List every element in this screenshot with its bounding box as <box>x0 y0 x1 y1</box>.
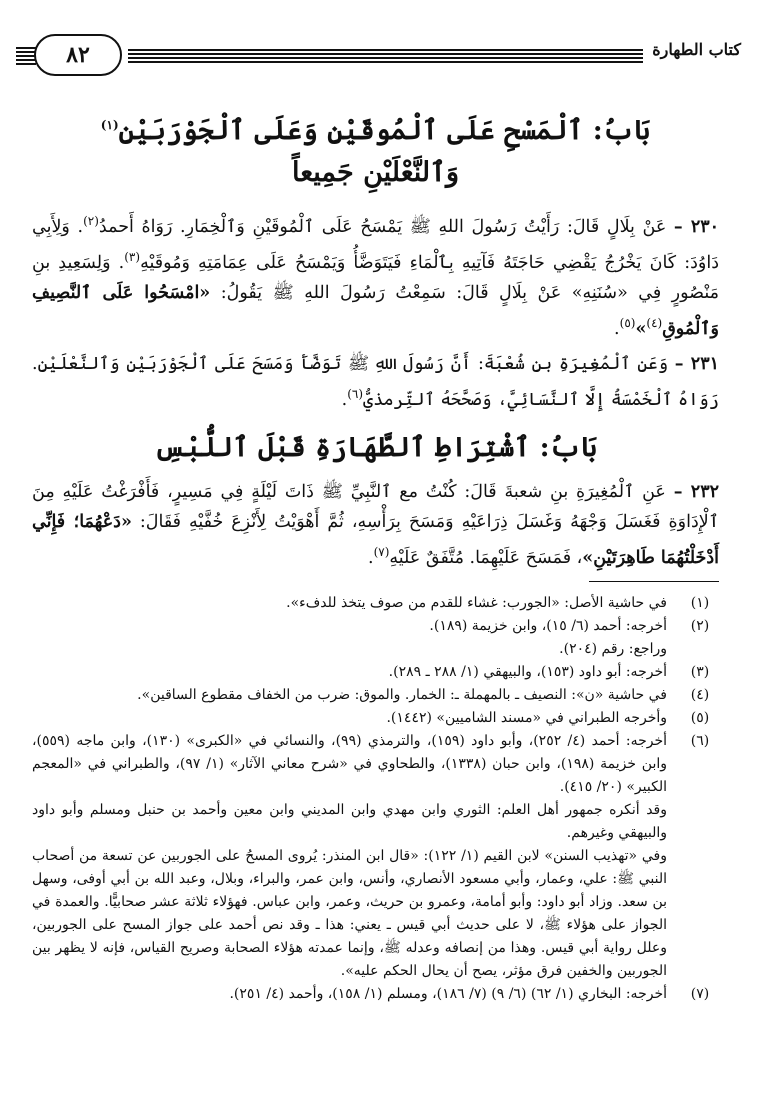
footnote-text: أخرجه: البخاري (١/ ٦٢) (٦/ ٩) (٧/ ١٨٦)، ومسلم (١/ ١٥٨)، وأحمد (٤/ ٢٥١). <box>229 986 667 1003</box>
running-header <box>16 30 741 76</box>
main-text <box>32 98 719 1006</box>
header-rule-end <box>16 47 36 65</box>
footnote-text: أخرجه: أحمد (٤/ ٢٥٢)، وأبو داود (١٥٩)، والترمذي (٩٩)، والنسائي في «الكبرى» (١٣٠)، وابن ماجه (٥٥٩)، وابن خزيمة (١٩٨)، وابن حبان (١٣٣٨)، والطحاوي في «شرح معاني الآثار» (١/ ٩٧)، والطبراني في «المعجم الكبير» (٢٠/ ٤١٥). <box>32 733 668 796</box>
footnote-text: وراجع: رقم (٢٠٤). <box>559 641 667 658</box>
footnote-ref-3: (٣) <box>124 249 141 264</box>
hadith-230: ٢٣٠ – عَنْ بِلَالٍ قَالَ: رَأَيْتُ رَسُولَ اللهِ ﷺ يَمْسَحُ عَلَى ٱلْمُوقَيْنِ وَٱلْخِمَارِ. رَوَاهُ أَحمدُ$^{(٢)}$. وَلِأَبِي دَاوُدَ: كَانَ يَخْرُجُ يَقْضِي حَاجَتَهُ فَآتِيهِ بِٱلْمَاءِ فَيَتَوَضَّأُ وَيَمْسَحُ عَلَى عِمَامَتِهِ وَمُوقَيْهِ$^{(٣)}$. وَلِسَعِيدِ بنِ مَنْصُورٍ فِي «سُنَنِهِ» عَنْ بِلَالٍ قَالَ: سَمِعْتُ رَسُولَ اللهِ ﷺ يَقُولُ: «امْسَحُوا عَلَى ٱلنَّصِيفِ وَٱلْمُوقِ$^{(٤)}$»$^{(٥)}$. <box>32 214 720 339</box>
footnote-ref-6: (٦) <box>347 387 364 402</box>
footnote <box>32 661 719 684</box>
hadith-231: ٢٣١ – وَعَنِ ٱلْمُغِيرَةِ بنِ شُعْبَةَ: أَنَّ رَسُولَ اللهِ ﷺ تَوَضَّأَ وَمَسَحَ عَلَى ٱلْجَوْرَبَيْنِ وَٱلنَّعْلَيْنِ. رَوَاهُ ٱلْخَمْسَةُ إِلَّا ٱلنَّسَائِيَّ، وَصَحَّحَهُ ٱلتِّرمذيُّ$^{(٦)}$. <box>32 354 719 411</box>
footnote <box>32 615 719 638</box>
hadith-text: عَنْ بِلَالٍ قَالَ: رَأَيْتُ رَسُولَ اللهِ ﷺ يَمْسَحُ عَلَى ٱلْمُوقَيْنِ وَٱلْخِمَارِ. رَوَاهُ أَحمدُ <box>98 216 667 237</box>
footnote-number: (٦) <box>690 733 710 750</box>
footnote <box>32 730 719 799</box>
footnote-separator <box>589 581 719 582</box>
footnote-number: (٤) <box>690 687 710 704</box>
header-rule <box>128 49 643 63</box>
hadith-text-2: ، فَمَسَحَ عَلَيْهِمَا. مُتَّفَقٌ عَلَيْهِ <box>389 548 583 569</box>
footnote <box>32 684 719 707</box>
footnote <box>32 592 719 615</box>
footnote-text: في حاشية «ن»: النصيف ـ بالمهملة ـ: الخمار. والموق: ضرب من الخفاف مقطوع الساقين». <box>137 687 667 704</box>
hadith-quote-end: » <box>635 318 647 339</box>
chapter-heading-1 <box>32 104 719 194</box>
chapter-title-line1: بَابُ: ٱلْمَسْحِ عَلَى ٱلْمُوقَيْنِ وَعَلَى ٱلْجَوْرَبَيْنِ <box>118 115 651 146</box>
footnote-text: أخرجه: أبو داود (١٥٣)، والبيهقي (١/ ٢٨٨ ـ ٢٨٩). <box>388 664 667 681</box>
footnote-number: (٧) <box>690 986 710 1003</box>
footnote <box>32 707 719 730</box>
footnote-text: وأخرجه الطبراني في «مسند الشاميين» (١٤٤٢). <box>386 710 667 727</box>
footnote-continuation <box>32 638 719 661</box>
hadith-number: ٢٣٢ – <box>673 482 719 503</box>
footnotes <box>32 592 719 1006</box>
footnote-text: وقد أنكره جمهور أهل العلم: الثوري وابن مهدي وابن المديني وابن معين وأحمد بن حنبل ومسلم وأبو داود والبيهقي وغيرهم. <box>32 802 667 842</box>
footnote-text: أخرجه: أحمد (٦/ ١٥)، وابن خزيمة (١٨٩). <box>429 618 667 635</box>
chapter-title: بَابُ: ٱشْتِرَاطِ ٱلطَّهَارَةِ قَبْلَ ٱللُّبْسِ <box>153 432 598 464</box>
page-number: ٨٢ <box>34 34 122 76</box>
book-title: كتاب الطهارة <box>652 40 741 59</box>
footnote-ref-4: (٤) <box>646 315 663 330</box>
footnote-ref-2: (٢) <box>83 214 99 228</box>
footnote-ref-1: (١) <box>100 118 119 132</box>
hadith-text-2: . وَلِأَبِي دَاوُدَ: كَانَ يَخْرُجُ يَقْضِي حَاجَتَهُ فَآتِيهِ بِٱلْمَاءِ فَيَتَوَضَّأُ وَيَمْسَحُ عَلَى عِمَامَتِهِ وَمُوقَيْهِ <box>32 216 720 273</box>
hadith-number: ٢٣٠ – <box>673 216 720 237</box>
hadith-number: ٢٣١ – <box>674 354 719 375</box>
hadith-text: عَنِ ٱلْمُغِيرَةِ بنِ شعبةَ قَالَ: كُنْتُ مع ٱلنَّبِيِّ ﷺ ذَاتَ لَيْلَةٍ فِي مَسِيرٍ، فَأَفْرَغْتُ عَلَيْهِ مِنَ ٱلْإِدَاوَةِ فَغَسَلَ وَجْهَهُ وَغَسَلَ ذِرَاعَيْهِ وَمَسَحَ بِرَأْسِهِ، ثُمَّ أَهْوَيْتُ لِأَنْزِعَ خُفَّيْهِ فَقَالَ: <box>32 482 719 533</box>
footnote-ref-5: (٥) <box>619 315 636 330</box>
footnote <box>32 983 719 1006</box>
footnote-ref-7: (٧) <box>373 545 390 560</box>
chapter-heading-2 <box>32 427 719 469</box>
footnote-continuation <box>32 845 719 983</box>
footnote-continuation <box>32 799 719 845</box>
footnote-number: (٣) <box>690 664 710 681</box>
footnote-number: (٢) <box>690 618 710 635</box>
hadith-232: ٢٣٢ – عَنِ ٱلْمُغِيرَةِ بنِ شعبةَ قَالَ: كُنْتُ مع ٱلنَّبِيِّ ﷺ ذَاتَ لَيْلَةٍ فِي مَسِيرٍ، فَأَفْرَغْتُ عَلَيْهِ مِنَ ٱلْإِدَاوَةِ فَغَسَلَ وَجْهَهُ وَغَسَلَ ذِرَاعَيْهِ وَمَسَحَ بِرَأْسِهِ، ثُمَّ أَهْوَيْتُ لِأَنْزِعَ خُفَّيْهِ فَقَالَ: «دَعْهُمَا؛ فَإِنِّي أَدْخَلْتُهُمَا طَاهِرَتَيْنِ»، فَمَسَحَ عَلَيْهِمَا. مُتَّفَقٌ عَلَيْهِ$^{(٧)}$. <box>32 482 719 569</box>
footnote-text: وفي «تهذيب السنن» لابن القيم (١/ ١٢٢): «قال ابن المنذر: يُروى المسحُ على الجوربين عن تسعة من أصحاب النبي ﷺ: علي، وعمار، وأبي مسعود الأنصاري، وأنس، وابن عمر، والبراء، وبلال، وعبد الله بن أبي أوفى، وسهل بن سعد. وزاد أبو داود: وأبو أمامة، وعمرو بن حريث، وعمر، وابن عباس. فهؤلاء ثلاثة عشر صحابيًّا. والعمدة في الجواز على هؤلاء ﷺ، لا على حديث أبي قيس ـ يعني: هذا ـ وقد نص أحمد على جواز المسح على الجوربين، وعلل رواية أبي قيس. وهذا من إنصافه وعدله ﷺ، وإنما عمدته هؤلاء الصحابة وصريح القياس، فإنه لا يظهر بين الجوربين والخفين فرق مؤثر، يصح أن يحال الحكم عليه». <box>32 848 668 980</box>
chapter-title-line2: وَٱلنَّعْلَيْنِ جَمِيعاً <box>292 157 459 188</box>
footnote-number: (٥) <box>690 710 710 727</box>
hadith-text: وَعَنِ ٱلْمُغِيرَةِ بنِ شُعْبَةَ: أَنَّ رَسُولَ اللهِ ﷺ تَوَضَّأَ وَمَسَحَ عَلَى ٱلْجَوْرَبَيْنِ وَٱلنَّعْلَيْنِ. رَوَاهُ ٱلْخَمْسَةُ إِلَّا ٱلنَّسَائِيَّ، وَصَحَّحَهُ ٱلتِّرمذيُّ <box>32 354 719 411</box>
hadith-quote: «دَعْهُمَا؛ فَإِنِّي أَدْخَلْتُهُمَا طَاهِرَتَيْنِ» <box>32 512 719 569</box>
footnote-number: (١) <box>690 595 710 612</box>
footnote-text: في حاشية الأصل: «الجورب: غشاء للقدم من صوف يتخذ للدفء». <box>286 595 667 612</box>
hadith-text-3: . وَلِسَعِيدِ بنِ مَنْصُورٍ فِي «سُنَنِهِ» عَنْ بِلَالٍ قَالَ: سَمِعْتُ رَسُولَ اللهِ ﷺ يَقُولُ: <box>32 252 719 303</box>
hadith-quote: «امْسَحُوا عَلَى ٱلنَّصِيفِ وَٱلْمُوقِ <box>32 282 719 339</box>
